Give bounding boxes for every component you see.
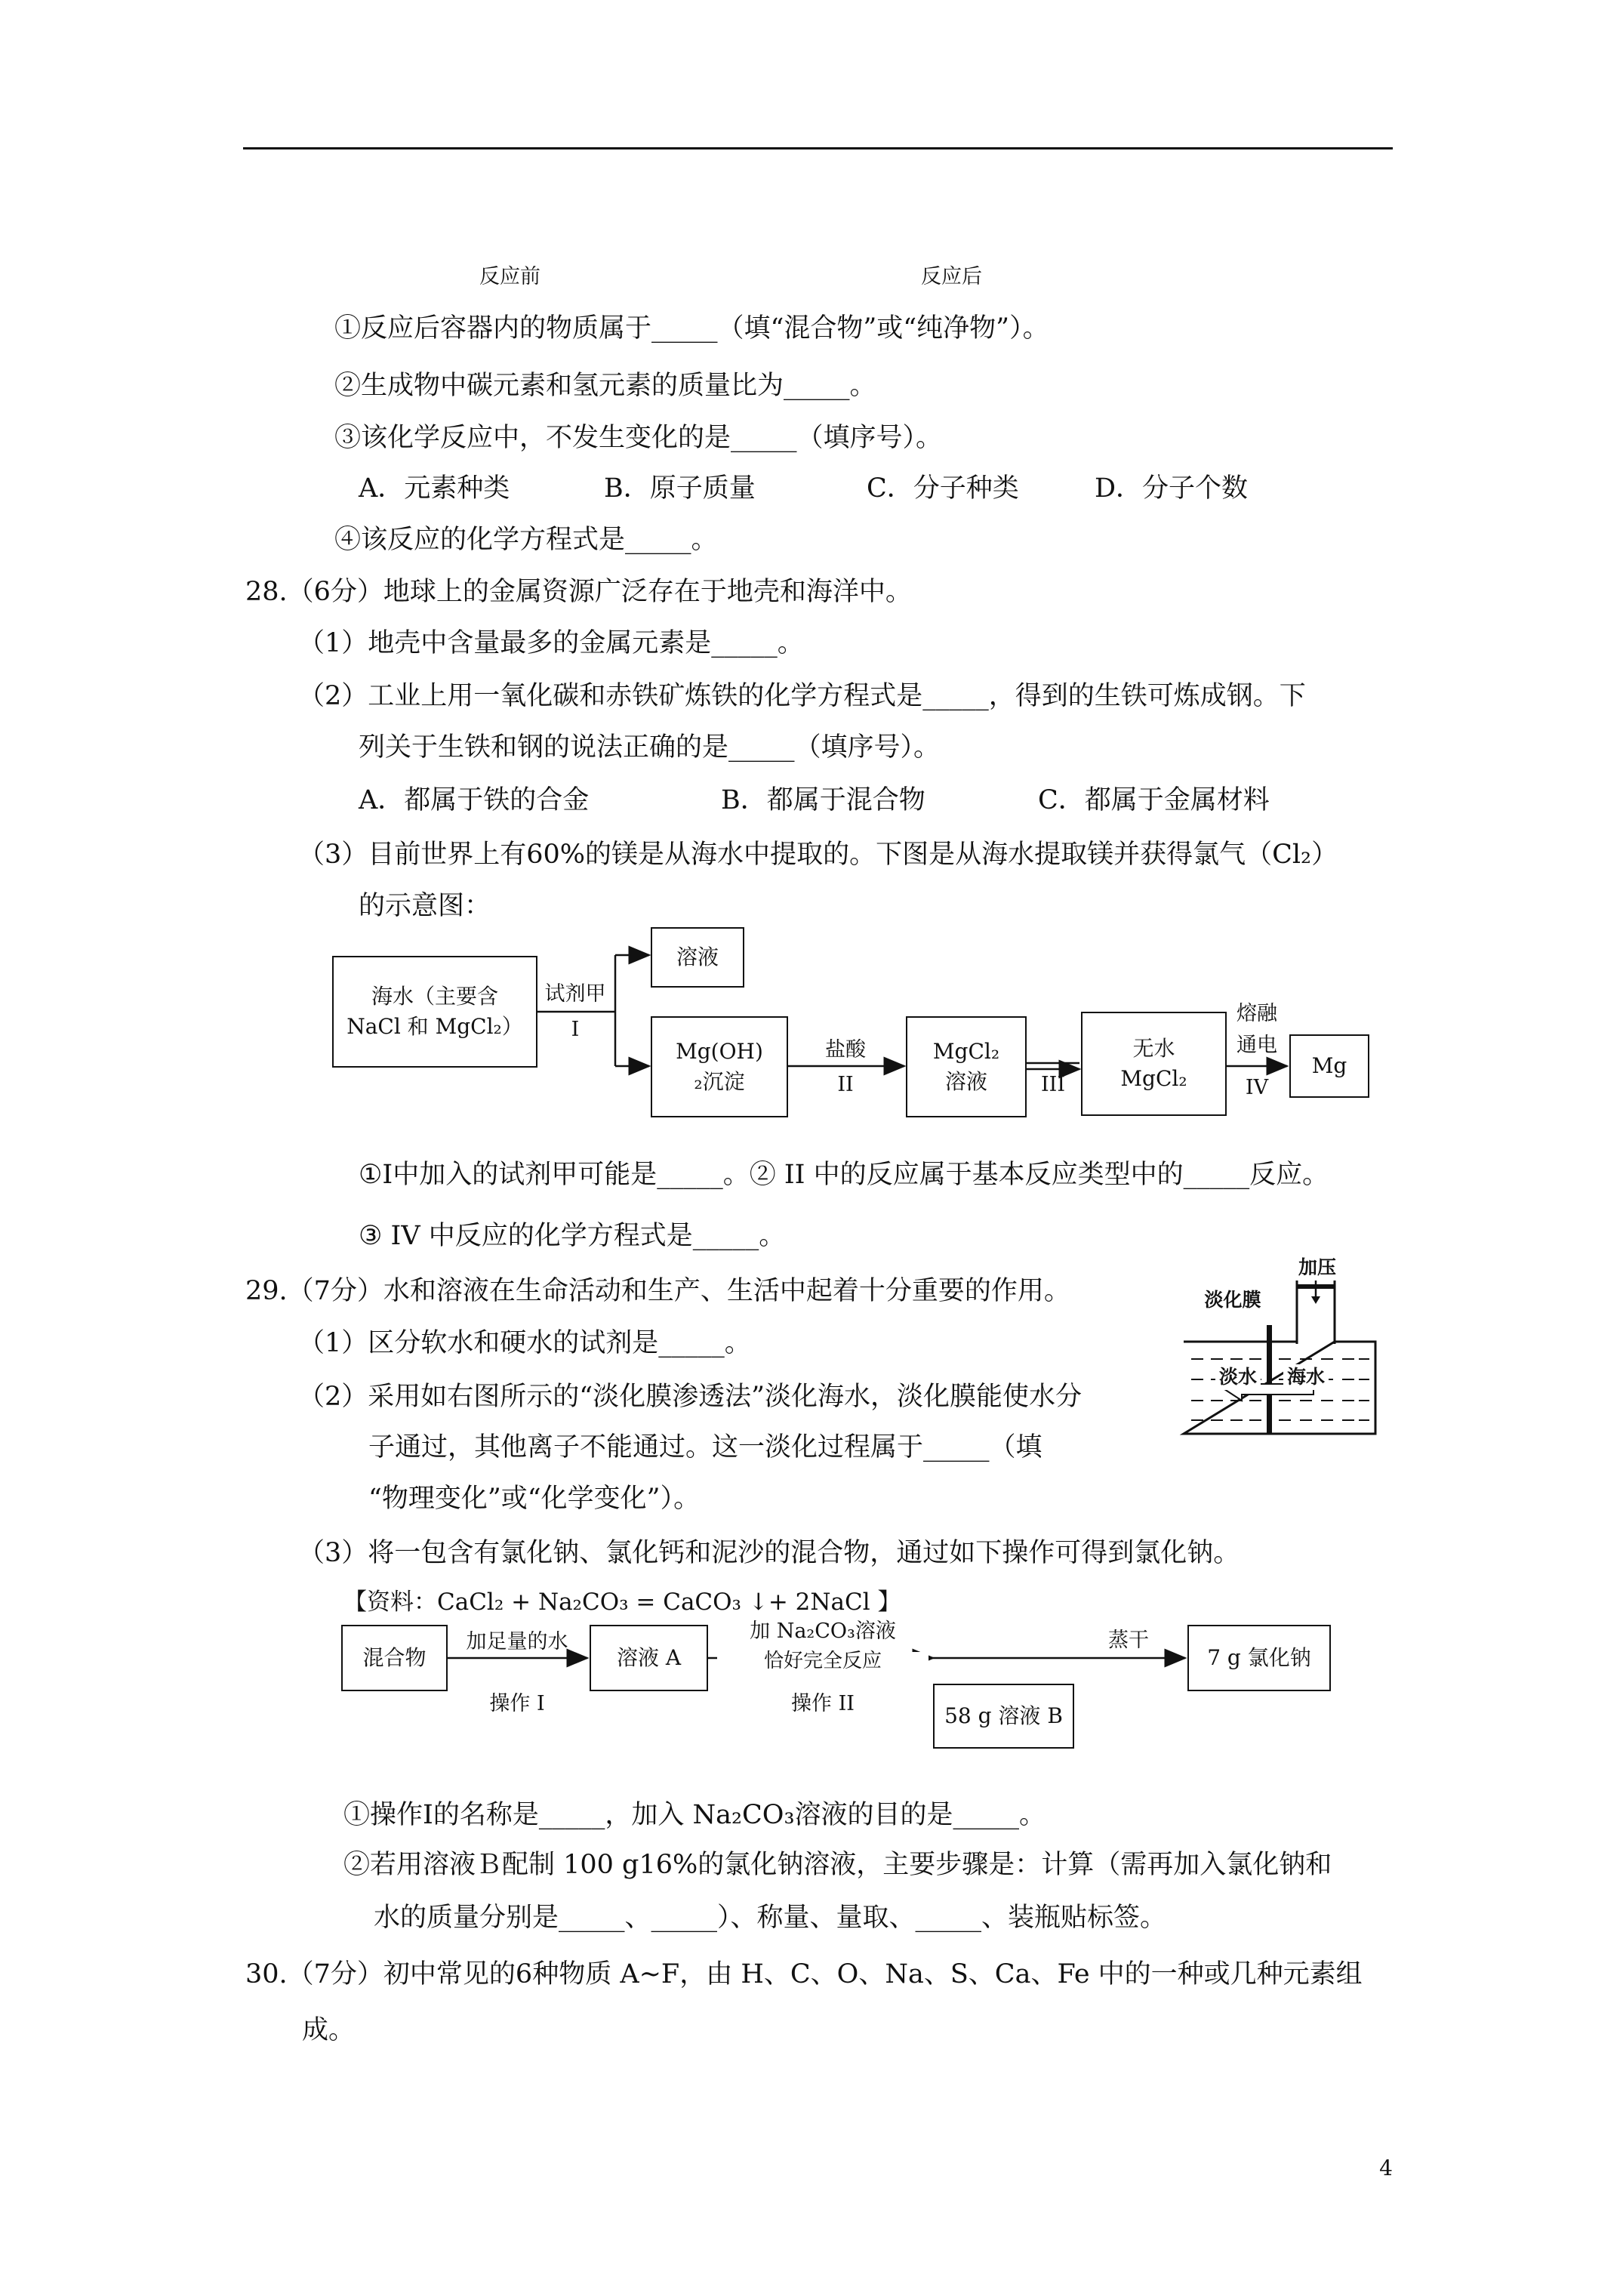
q29-sub1: ①操作Ⅰ的名称是_____，加入 Na₂CO₃溶液的目的是_____。: [343, 1800, 1046, 1830]
q28-part3-line1: （3）目前世界上有60%的镁是从海水中提取的。下图是从海水提取镁并获得氯气（Cl₂）: [298, 840, 1338, 870]
q28-part1: （1）地壳中含量最多的金属元素是_____。: [298, 628, 804, 658]
exact-reaction-label: 恰好完全反应: [717, 1652, 929, 1670]
nacl-label: 7 g 氯化钠: [1207, 1645, 1311, 1670]
step1-label: I: [571, 1018, 580, 1041]
solution-b-box: [933, 1684, 1074, 1749]
solution-label: 溶液: [676, 945, 719, 969]
q30-line2: 成。: [302, 2015, 356, 2045]
mgoh2-label-2: ₂沉淀: [694, 1069, 745, 1094]
add-water-label: 加足量的水: [466, 1630, 568, 1653]
after-label: 反应后: [921, 265, 982, 288]
electrolysis-label: 通电: [1236, 1034, 1277, 1057]
seawater-label-2: NaCl 和 MgCl₂）: [346, 1014, 523, 1039]
membrane-label: 淡化膜: [1199, 1287, 1267, 1313]
step3-label: III: [1041, 1073, 1065, 1096]
step4-label: IV: [1245, 1076, 1269, 1099]
q29-part2-line1: （2）采用如右图所示的“淡化膜渗透法”淡化海水，淡化膜能使水分: [298, 1382, 1083, 1412]
q28-part2-line2: 列关于生铁和钢的说法正确的是_____（填序号）。: [359, 732, 941, 763]
q27-option-c: C．分子种类: [867, 473, 1019, 504]
operation1-label: 操作 I: [489, 1692, 545, 1715]
seawater-label: 海水: [1283, 1364, 1329, 1390]
hcl-label: 盐酸: [825, 1038, 866, 1062]
solution-a-label: 溶液 A: [616, 1645, 682, 1670]
q28-part2-line1: （2）工业上用一氧化碳和赤铁矿炼铁的化学方程式是_____，得到的生铁可炼成钢。下: [298, 681, 1306, 711]
q29-part2-line2: 子通过，其他离子不能通过。这一淡化过程属于_____（填: [368, 1432, 1042, 1462]
add-na2co3-label: 加 Na₂CO₃溶液: [750, 1620, 896, 1643]
q29-part2-line3: “物理变化”或“化学变化”）。: [368, 1484, 701, 1514]
seawater-label-1: 海水（主要含: [371, 984, 498, 1009]
before-label: 反应前: [479, 265, 540, 288]
q28-sub1: ①Ⅰ中加入的试剂甲可能是_____。② II 中的反应属于基本反应类型中的_____反应。: [359, 1160, 1329, 1190]
fresh-water-label: 淡水: [1215, 1364, 1261, 1390]
mixture-label: 混合物: [362, 1645, 427, 1670]
q27-sub2: ②生成物中碳元素和氢元素的质量比为_____。: [334, 371, 876, 401]
q27-sub1: ①反应后容器内的物质属于_____（填“混合物”或“纯净物”）。: [334, 313, 1049, 344]
solution-a-box: [590, 1625, 708, 1691]
nacl-box: [1187, 1625, 1331, 1691]
q27-option-d: D．分子个数: [1095, 473, 1249, 504]
q28-sub2: ③ IV 中反应的化学方程式是_____。: [359, 1221, 786, 1251]
step2-label: II: [837, 1073, 854, 1096]
q27-option-b: B．原子质量: [604, 473, 756, 504]
melt-label: 熔融: [1236, 1002, 1277, 1025]
operation2-label: 操作 II: [791, 1692, 855, 1715]
evaporate-label: 蒸干: [1108, 1629, 1149, 1652]
mgoh2-label-1: Mg(OH): [676, 1039, 763, 1064]
mg-label: Mg: [1311, 1053, 1347, 1078]
q27-sub3: ③该化学反应中，不发生变化的是_____（填序号）。: [334, 423, 943, 453]
q27-sub4: ④该反应的化学方程式是_____。: [334, 525, 718, 555]
pressure-label: 加压: [1291, 1255, 1344, 1281]
q30-line1: 30.（7分）初中常见的6种物质 A~F，由 H、C、O、Na、S、Ca、Fe 中的一种或几种元素组: [245, 1959, 1363, 1989]
q29-part3: （3）将一包含有氯化钠、氯化钙和泥沙的混合物，通过如下操作可得到氯化钠。: [298, 1538, 1240, 1568]
q29-sub2-line1: ②若用溶液Ｂ配制 100 g16%的氯化钠溶液，主要步骤是：计算（需再加入氯化钠和: [343, 1850, 1332, 1880]
mgcl2-label-2: 溶液: [944, 1069, 987, 1094]
q29-title: 29.（7分）水和溶液在生命活动和生产、生活中起着十分重要的作用。: [245, 1276, 1070, 1306]
q28-part3-line2: 的示意图：: [359, 891, 491, 921]
q29-sub2-line2: 水的质量分别是_____、_____）、称量、量取、_____、装瓶贴标签。: [374, 1903, 1167, 1933]
mgcl2-label-1: MgCl₂: [932, 1039, 1000, 1064]
mixture-box: [341, 1625, 448, 1691]
q29-part1: （1）区分软水和硬水的试剂是_____。: [298, 1328, 751, 1358]
q28-option-a: A．都属于铁的合金: [359, 785, 590, 815]
q28-option-b: B．都属于混合物: [721, 785, 925, 815]
anhydrous-label-2: MgCl₂: [1120, 1066, 1187, 1091]
anhydrous-label-1: 无水: [1132, 1036, 1175, 1061]
page-number: 4: [1379, 2156, 1393, 2180]
q28-option-c: C．都属于金属材料: [1038, 785, 1270, 815]
q28-title: 28.（6分）地球上的金属资源广泛存在于地壳和海洋中。: [245, 577, 912, 607]
q27-option-a: A．元素种类: [359, 473, 510, 504]
q29-info: 【资料：CaCl₂ + Na₂CO₃ = CaCO₃ ↓+ 2NaCl 】: [343, 1589, 901, 1616]
solution-b-label: 58 g 溶液 B: [944, 1703, 1063, 1728]
reagent-label: 试剂甲: [544, 982, 606, 1006]
